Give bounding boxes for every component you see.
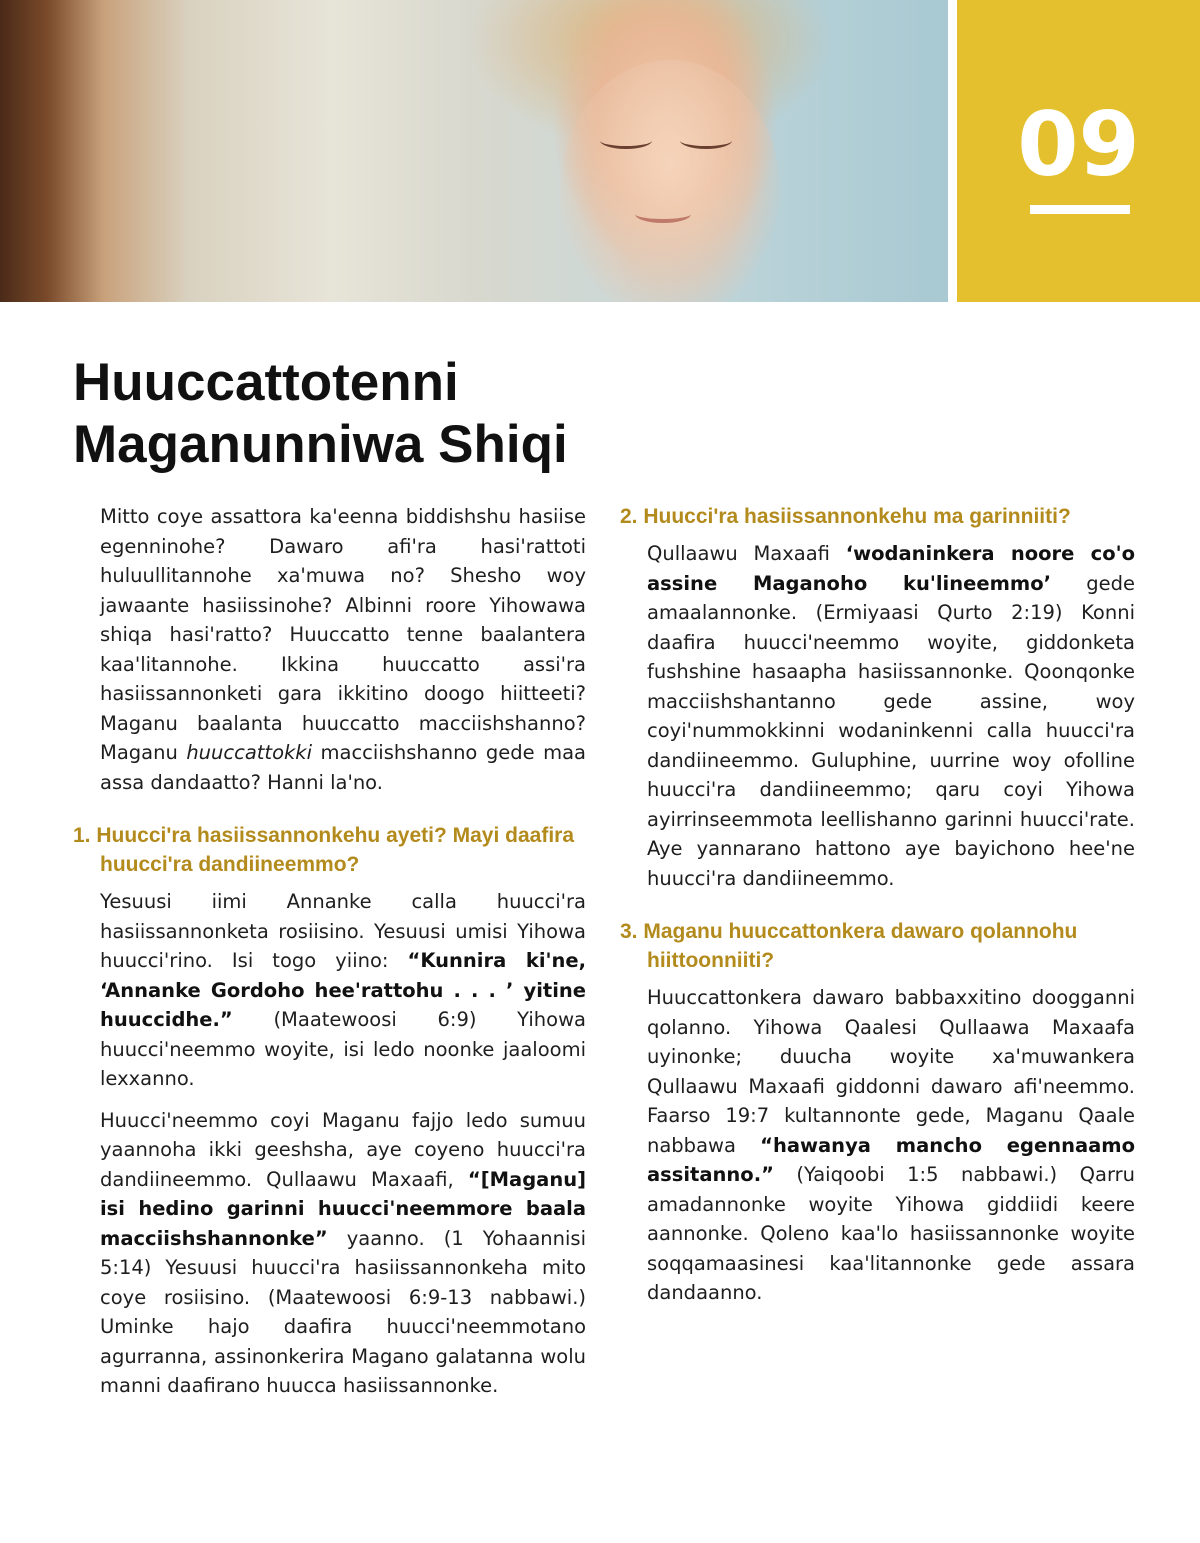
face-shading: [560, 60, 780, 302]
section-3-quote: “hawanya mancho egennaamo assitanno.”: [647, 1133, 1135, 1186]
section-2-text-end: gede amaalannonke. (Ermiyaasi Qurto 2:19) Konni daafira huucci'neemmo woyite, giddonketa fushshine hasaapha hasiissannonke. Qoonqonke macciishshantanno gede assine, woy coyi'nummokkinni wodaninkenni calla huucci'ra dandiineemmo. Guluphine, uurrine woy ofolline huucci'ra dandiineemmo; qaru coyi Yihowa ayirrinseemmota leellishanno garinni huucci'rate. Aye yannarano hattono aye bayichono hee'ne huucci'ra dandiineemmo.: [647, 571, 1135, 890]
section-1-paragraph-1: [100, 887, 586, 1094]
section-1-quote: “Kunnira ki'ne, ‘Annanke Gordoho hee'rattohu . . . ’ yitine huuccidhe.”: [100, 949, 586, 1031]
hero-photo: [0, 0, 948, 302]
page-title-line2: Maganunniwa Shiqi: [73, 415, 568, 474]
closed-eye-right: [680, 132, 732, 149]
page-title: [73, 352, 673, 476]
section-1-p2-quote: “[Maganu] isi hedino garinni huucci'neemmore baala macciishshannonke”: [100, 1167, 586, 1250]
section-3-text-end: (Yaiqoobi 1:5 nabbawi.) Qarru amadannonke woyite Yihowa giddiidi keere aannonke. Qoleno kaa'lo hasiissannonke woyite soqqamaasinesi kaa'litannonke gede assara dandaanno.: [647, 1163, 1135, 1304]
intro-text-end: macciishshanno gede maa assa dandaatto? Hanni la'no.: [100, 741, 586, 794]
closed-eye-left: [600, 132, 652, 149]
section-2-text: Qullaawu Maxaafi: [647, 542, 846, 565]
lesson-number-underline: [1030, 205, 1130, 214]
section-2-paragraph: [647, 539, 1135, 893]
right-column: [620, 502, 1135, 1320]
lesson-number-badge: [957, 0, 1200, 302]
section-2-heading: 2. Huucci'ra hasiissannonkehu ma garinniiti?: [620, 505, 1071, 528]
section-3-heading: 3. Maganu huuccattonkera dawaro qolannohu hiittoonniiti?: [620, 920, 1078, 972]
left-column: [73, 502, 586, 1413]
smile: [635, 205, 691, 223]
section-2-quote: ‘wodaninkera noore co'o assine Maganoho ku'lineemmo’: [647, 542, 1135, 595]
intro-paragraph: [100, 502, 586, 797]
section-3-text: Huuccattonkera dawaro babbaxxitino doogganni qolanno. Yihowa Qaalesi Qullaawa Maxaafa uyinonke; duucha woyite xa'muwankera Qullaawu Maxaafi giddonni dawaro afi'neemmo. Faarso 19:7 kultannonte gede, Maganu Qaale nabbawa: [647, 986, 1135, 1157]
section-1-text: Yesuusi iimi Annanke calla huucci'ra hasiissannonketa rosiisino. Yesuusi umisi Yihowa huucci'rino. Isi togo yiino:: [100, 890, 586, 972]
section-1-p2-text: Huucci'neemmo coyi Maganu fajjo ledo sumuu yaannoha ikki geeshsha, aye coyeno huucci'ra dandiineemmo. Qullaawu Maxaafi,: [100, 1108, 586, 1191]
section-3-paragraph: [647, 983, 1135, 1308]
page-title-line1: Huuccattotenni: [73, 353, 459, 412]
lesson-number: 09: [1017, 93, 1140, 196]
section-1-paragraph-2: [100, 1106, 586, 1401]
intro-text: Mitto coye assattora ka'eenna biddishshu hasiise egenninohe? Dawaro afi'ra hasi'rattoti huluullitannohe xa'muwa no? Shesho woy jawaante hasiissinohe? Albinni roore Yihowawa shiqa hasi'ratto? Huuccatto tenne baalantera kaa'litannohe. Ikkina huuccatto assi'ra hasiissannonketi gara ikkitino doogo hiitteeti? Maganu baalanta huuccatto macciishshanno? Maganu: [100, 505, 586, 764]
section-1-text-end: (Maatewoosi 6:9) Yihowa huucci'neemmo woyite, isi ledo noonke jaaloomi lexxanno.: [100, 1008, 586, 1090]
section-1-p2-text-end: yaanno. (1 Yohaannisi 5:14) Yesuusi huucci'ra hasiissannonkeha mito coye rosiisino. (Maatewoosi 6:9-13 nabbawi.) Uminke hajo daafira huucci'neemmotano agurranna, assinonkerira Magano galatanna wolu manni daafirano huucca hasiissannonke.: [100, 1226, 586, 1397]
section-1-heading: 1. Huucci'ra hasiissannonkehu ayeti? Mayi daafira huucci'ra dandiineemmo?: [73, 824, 575, 876]
intro-emphasis: huuccattokki: [186, 741, 313, 764]
